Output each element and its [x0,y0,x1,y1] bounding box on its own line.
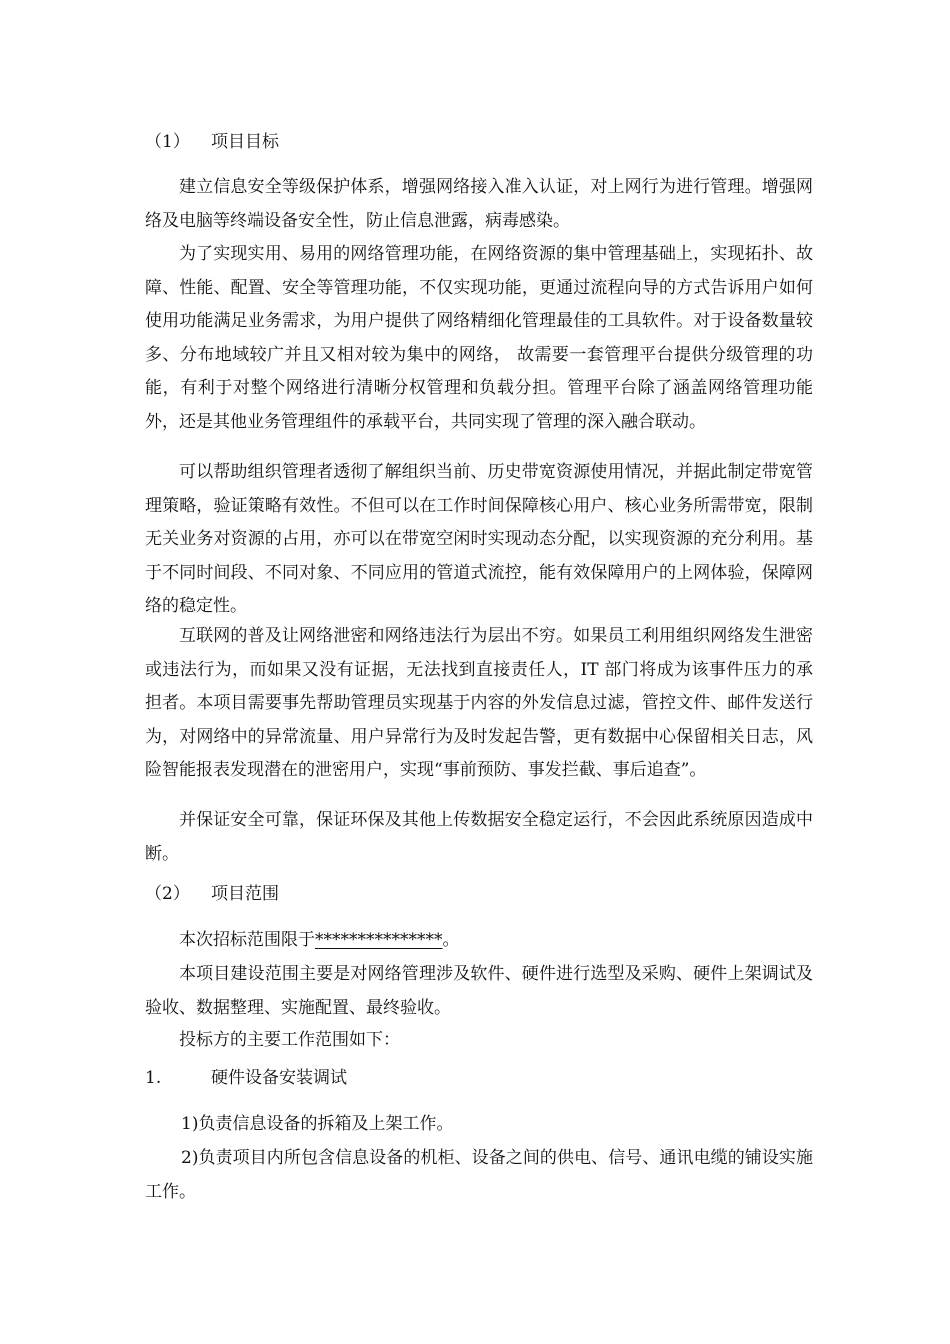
scope-paragraph [145,924,813,958]
paragraph: 投标方的主要工作范围如下： [179,1030,400,1050]
sub-item: 2)负责项目内所包含信息设备的机柜、设备之间的供电、信号、通讯电缆的铺设实施工作。 [145,1148,813,1202]
section-number: （2） [145,884,190,904]
section-heading-1 [145,132,279,152]
section-title: 项目目标 [211,132,279,152]
sub-item: 1)负责信息设备的拆箱及上架工作。 [181,1114,454,1134]
scope-prefix: 本次招标范围限于 [179,930,315,950]
section-title: 项目范围 [211,884,279,904]
scope-suffix: 。 [442,930,460,950]
paragraph: 并保证安全可靠，保证环保及其他上传数据安全稳定运行，不会因此系统原因造成中断。 [145,810,813,864]
paragraph: 建立信息安全等级保护体系，增强网络接入准入认证，对上网行为进行管理。增强网络及电脑等终端设备安全性，防止信息泄露，病毒感染。 [145,177,813,231]
section-heading-2 [145,884,279,904]
scope-value: *************** [315,930,443,950]
section-number: （1） [145,132,190,152]
paragraph: 可以帮助组织管理者透彻了解组织当前、历史带宽资源使用情况，并据此制定带宽管理策略，验证策略有效性。不但可以在工作时间保障核心用户、核心业务所需带宽，限制无关业务对资源的占用，亦可以在带宽空闲时实现动态分配，以实现资源的充分利用。基于不同时间段、不同对象、不同应用的管道式流控，能有效保障用户的上网体验，保障网络的稳定性。 [145,462,813,617]
paragraph: 为了实现实用、易用的网络管理功能，在网络资源的集中管理基础上，实现拓扑、故障、性能、配置、安全等管理功能，不仅实现功能，更通过流程向导的方式告诉用户如何使用功能满足业务需求，为用户提供了网络精细化管理最佳的工具软件。对于设备数量较多、分布地域较广并且又相对较为集中的网络， 故需要一套管理平台提供分级管理的功能，有利于对整个网络进行清晰分权管理和负载分担。管理平台除了涵盖网络管理功能外，还是其他业务管理组件的承载平台，共同实现了管理的深入融合联动。 [145,244,813,432]
paragraph: 本项目建设范围主要是对网络管理涉及软件、硬件进行选型及采购、硬件上架调试及验收、数据整理、实施配置、最终验收。 [145,964,813,1018]
paragraph: 互联网的普及让网络泄密和网络违法行为层出不穷。如果员工利用组织网络发生泄密或违法行为，而如果又没有证据，无法找到直接责任人，IT 部门将成为该事件压力的承担者。本项目需要事先帮助管理员实现基于内容的外发信息过滤，管控文件、邮件发送行为，对网络中的异常流量、用户异常行为及时发起告警，更有数据中心保留相关日志，风险智能报表发现潜在的泄密用户，实现“事前预防、事发拦截、事后追查”。 [145,626,813,781]
list-item-title: 硬件设备安装调试 [211,1068,347,1088]
list-item-heading [145,1068,347,1088]
list-item-number: 1. [145,1068,162,1088]
